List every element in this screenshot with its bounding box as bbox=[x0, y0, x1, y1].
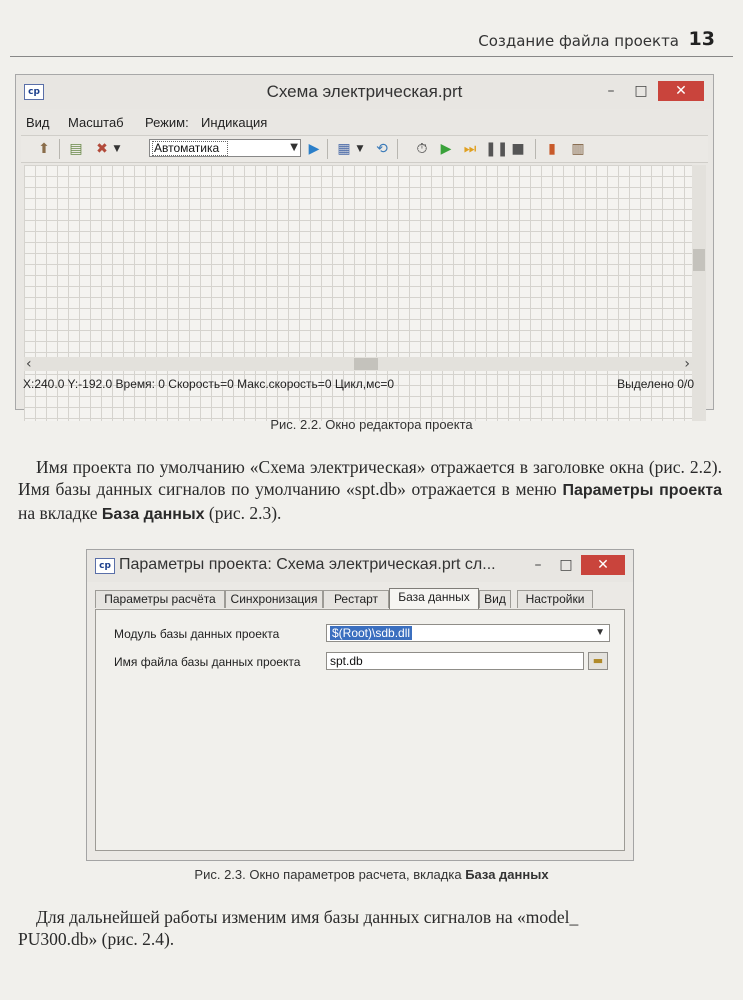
chevron-down-icon: ▼ bbox=[290, 142, 298, 153]
db-filename-input[interactable]: spt.db bbox=[326, 652, 584, 670]
horizontal-scrollbar[interactable] bbox=[24, 357, 692, 371]
tab-settings[interactable]: Настройки bbox=[517, 590, 593, 608]
close-button[interactable]: ✕ bbox=[658, 81, 704, 101]
paragraph-1-text-c: (рис. 2.3). bbox=[204, 503, 282, 523]
chevron-down-icon[interactable]: ▼ bbox=[113, 144, 121, 154]
editor-window bbox=[15, 74, 714, 410]
database-tab-panel bbox=[95, 609, 625, 851]
tools-icon[interactable]: ✖ bbox=[96, 141, 108, 157]
db-module-value: $(Root)\sdb.dll bbox=[332, 626, 411, 640]
db-filename-label: Имя файла базы данных проекта bbox=[114, 655, 301, 669]
paragraph-1-bold-a: Параметры проекта bbox=[562, 482, 722, 499]
page-number: 13 bbox=[688, 28, 715, 50]
editor-statusbar bbox=[21, 375, 708, 393]
editor-toolbar bbox=[21, 135, 708, 163]
maximize-button[interactable]: □ bbox=[634, 83, 648, 99]
close-button[interactable]: ✕ bbox=[581, 555, 625, 575]
status-selection: Выделено 0/0 bbox=[617, 377, 694, 391]
paragraph-1-text-b: на вкладке bbox=[18, 503, 102, 523]
editor-titlebar bbox=[16, 75, 713, 109]
tab-view[interactable]: Вид bbox=[479, 590, 511, 608]
folder-icon[interactable]: ▬ bbox=[588, 652, 608, 670]
params-window bbox=[86, 549, 634, 861]
page-header bbox=[10, 26, 733, 57]
stopwatch-icon[interactable]: ⏱ bbox=[416, 141, 428, 157]
bar-chart-icon[interactable]: ▮ bbox=[548, 141, 556, 157]
tab-restart[interactable]: Рестарт bbox=[323, 590, 389, 608]
mode-combobox-value: Автоматика bbox=[152, 141, 228, 156]
vertical-scroll-thumb[interactable] bbox=[693, 249, 705, 271]
toolbar-separator bbox=[535, 139, 536, 159]
toolbar-separator bbox=[327, 139, 328, 159]
figure-caption-2 bbox=[0, 867, 743, 882]
paragraph-2-line-1: Для дальнейшей работы изменим имя базы данных сигналов на «model_ bbox=[36, 907, 579, 927]
stop-icon[interactable]: ■ bbox=[511, 141, 525, 157]
horizontal-scroll-thumb[interactable] bbox=[354, 358, 378, 370]
status-coordinates: X:240.0 Y:-192.0 Время: 0 Скорость=0 Макс.скорость=0 Цикл,мс=0 bbox=[23, 377, 395, 391]
params-tabs bbox=[95, 588, 625, 610]
paragraph-1-text-a: Имя проекта по умолчанию «Схема электрическая» отражается в заголовке окна (рис. 2.2). Имя базы данных сигналов по умолчанию «spt.db» отражается в меню bbox=[18, 457, 722, 499]
up-arrow-icon[interactable]: ⬆ bbox=[38, 141, 50, 157]
editor-window-title: Схема электрическая.prt bbox=[266, 82, 463, 101]
logo-icon: ср bbox=[24, 84, 44, 100]
maximize-button[interactable]: □ bbox=[559, 557, 573, 573]
figure-caption-2-bold: База данных bbox=[465, 867, 549, 882]
menu-view[interactable]: Вид bbox=[26, 115, 50, 130]
db-module-select[interactable] bbox=[326, 624, 610, 642]
figure-caption-2-text: Рис. 2.3. Окно параметров расчета, вкладка bbox=[194, 867, 466, 882]
paragraph-1 bbox=[18, 456, 722, 526]
paragraph-1-bold-b: База данных bbox=[101, 506, 205, 523]
tab-sync[interactable]: Синхронизация bbox=[225, 590, 323, 608]
play-icon[interactable]: ▶ bbox=[308, 141, 320, 157]
export-icon[interactable]: ▥ bbox=[571, 141, 585, 157]
page-icon[interactable]: ▤ bbox=[69, 141, 83, 157]
logo-icon: ср bbox=[95, 558, 115, 574]
scroll-right-icon[interactable]: › bbox=[684, 356, 690, 372]
layers-icon[interactable]: ▦ bbox=[337, 141, 351, 157]
link-icon[interactable]: ⟲ bbox=[376, 141, 388, 157]
paragraph-2 bbox=[18, 906, 722, 954]
minimize-button[interactable]: – bbox=[607, 83, 615, 99]
params-titlebar bbox=[87, 550, 633, 582]
tab-database[interactable]: База данных bbox=[389, 588, 479, 610]
menu-scale[interactable]: Масштаб bbox=[68, 115, 124, 130]
minimize-button[interactable]: – bbox=[534, 557, 542, 573]
menu-indication[interactable]: Индикация bbox=[201, 115, 268, 130]
pause-icon[interactable]: ❚❚ bbox=[485, 141, 509, 157]
scroll-left-icon[interactable]: ‹ bbox=[26, 356, 32, 372]
toolbar-separator bbox=[59, 139, 60, 159]
chevron-down-icon: ▼ bbox=[595, 627, 605, 638]
mode-combobox[interactable] bbox=[149, 139, 301, 157]
paragraph-2-line-2: PU300.db» (рис. 2.4). bbox=[18, 929, 175, 949]
params-window-title: Параметры проекта: Схема электрическая.prt сл... bbox=[119, 556, 496, 573]
running-title: Создание файла проекта bbox=[478, 32, 679, 50]
run-icon[interactable]: ▶ bbox=[440, 141, 452, 157]
toolbar-separator bbox=[397, 139, 398, 159]
tab-calc-params[interactable]: Параметры расчёта bbox=[95, 590, 225, 608]
menu-mode[interactable]: Режим: bbox=[145, 115, 189, 130]
chevron-down-icon[interactable]: ▼ bbox=[356, 144, 364, 154]
step-icon[interactable]: ⏭ bbox=[463, 141, 477, 157]
db-module-label: Модуль базы данных проекта bbox=[114, 627, 280, 641]
figure-caption-1: Рис. 2.2. Окно редактора проекта bbox=[270, 417, 473, 432]
